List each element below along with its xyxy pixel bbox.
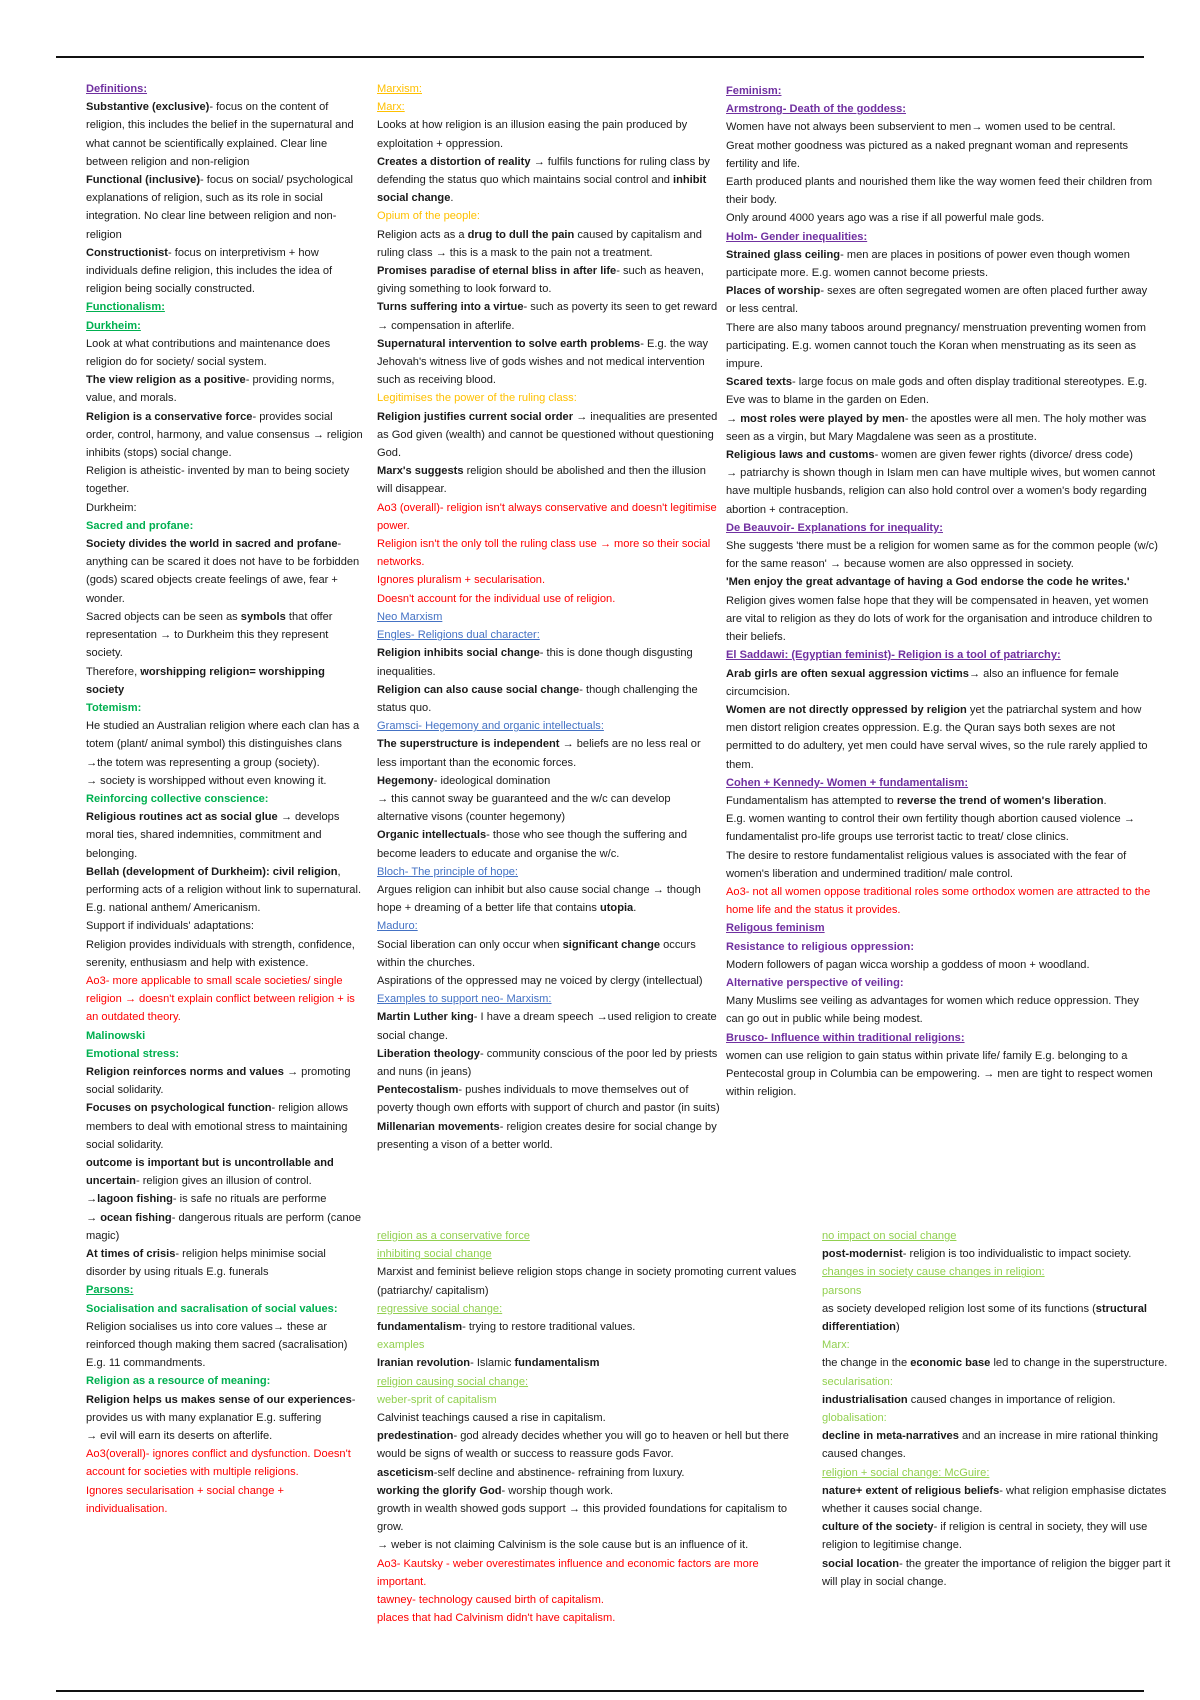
note-line: → society is worshipped without even knowing it. (86, 774, 327, 787)
heading-line: no impact on social change (822, 1230, 957, 1242)
note-line: Pentecostalism- pushes individuals to move themselves out of poverty though own efforts with support of church and pastor (in suits) (377, 1084, 720, 1115)
top-rule (56, 56, 1144, 58)
heading-line: Definitions: (86, 83, 148, 95)
heading-line: changes in society cause changes in religion: (822, 1266, 1045, 1279)
note-line: post-modernist- religion is too individualistic to impact society. (822, 1248, 1132, 1261)
heading-line: De Beauvoir- Explanations for inequality: (726, 521, 943, 534)
heading-line: Socialisation and sacralisation of social values: (86, 1302, 338, 1315)
note-line: At times of crisis- religion helps minimise social disorder by using rituals E.g. funerals (86, 1248, 326, 1279)
note-line: social location- the greater the importance of religion the bigger part it will play in social change. (822, 1557, 1171, 1588)
note-line: Marxist and feminist believe religion stops change in society promoting current values (patriarchy/ capitalism) (377, 1266, 797, 1297)
heading-line: Examples to support neo- Marxism: (377, 993, 552, 1006)
heading-line: Ao3- more applicable to small scale societies/ single religion → doesn't explain conflict between religion + is an outdated theory. (86, 974, 355, 1024)
heading-line: Neo Marxism (377, 610, 443, 623)
heading-line: Opium of the people: (377, 210, 480, 223)
heading-line: globalisation: (822, 1412, 887, 1425)
note-line: The superstructure is independent → beliefs are no less real or less important than the economic forces. (377, 738, 701, 769)
heading-line: weber-sprit of capitalism (377, 1393, 497, 1406)
heading-line: Marx: (822, 1339, 850, 1352)
note-line: Religion gives women false hope that they will be compensated in heaven, yet women are vital to religion as they do lots of work for the organisation and introduce children to their beliefs. (726, 594, 1153, 644)
note-line: Turns suffering into a virtue- such as poverty its seen to get reward → compensation in afterlife. (377, 301, 718, 332)
heading-line: Religion as a resource of meaning: (86, 1375, 271, 1388)
heading-line: Malinowski (86, 1029, 146, 1042)
heading-line: religion as a conservative force (377, 1230, 530, 1242)
note-line: The desire to restore fundamentalist religious values is associated with the fear of women's liberation and undermined tradition/ male control. (726, 849, 1127, 880)
heading-line: Alternative perspective of veiling: (726, 976, 904, 989)
note-line: Argues religion can inhibit but also cause social change → though hope + dreaming of a better life that contains utopia. (377, 883, 701, 915)
heading-line: Totemism: (86, 701, 142, 714)
heading-line: Ignores secularisation + social change + individualisation. (86, 1484, 284, 1515)
note-line: Social liberation can only occur when significant change occurs within the churches. (377, 938, 696, 969)
heading-line: Ao3- Kautsky - weber overestimates influence and economic factors are more important. (377, 1557, 759, 1588)
note-line: Constructionist- focus on interpretivism + how individuals define religion, this includes the idea of religion being socially constructed. (86, 246, 333, 296)
heading-line: Holm- Gender inequalities: (726, 230, 868, 243)
note-line: → patriarchy is shown though in Islam men can have multiple wives, but women cannot have multiple husbands, religion can also hold control over a women's body regarding abortion + contraception. (726, 467, 1156, 516)
note-line: Aspirations of the oppressed may ne voiced by clergy (intellectual) (377, 974, 703, 987)
heading-line: Emotional stress: (86, 1047, 180, 1060)
note-line: Organic intellectuals- those who see though the suffering and become leaders to educate and organise the w/c. (377, 829, 687, 860)
column-changes-in-religion (822, 1227, 1182, 1591)
note-line: Substantive (exclusive)- focus on the content of religion, this includes the belief in the supernatural and what cannot be scientifically explained. Clear line between religion and non-religion (86, 101, 354, 168)
note-line: There are also many taboos around pregnancy/ menstruation preventing women from participating. E.g. women cannot touch the Koran when menstruating as its seen as impure. (726, 321, 1146, 371)
note-line: Martin Luther king- I have a dream speech →used religion to create social change. (377, 1011, 717, 1042)
heading-line: inhibiting social change (377, 1248, 492, 1261)
note-line: Women are not directly oppressed by religion yet the patriarchal system and how men distort religion creates oppression. E.g. the Quran says both sexes are not permitted to do adultery, yet men could have serval wives, so the rule rarely applied to them. (726, 703, 1148, 771)
note-line: Creates a distortion of reality → fulfils functions for ruling class by defending the status quo which maintains social control and inhibit social change. (377, 155, 710, 205)
note-line: Religious laws and customs- women are given fewer rights (divorce/ dress code) (726, 449, 1133, 462)
note-line: Calvinist teachings caused a rise in capitalism. (377, 1412, 606, 1425)
column-feminism (726, 82, 1158, 1101)
note-line: Therefore, worshipping religion= worshipping society (86, 665, 325, 696)
note-line: → weber is not claiming Calvinism is the sole cause but is an influence of it. (377, 1539, 749, 1552)
heading-line: Engles- Religions dual character: (377, 629, 540, 642)
note-line: → evil will earn its deserts on afterlife. (86, 1430, 273, 1443)
note-line: Fundamentalism has attempted to reverse the trend of women's liberation. (726, 794, 1107, 807)
note-line: working the glorify God- worship though work. (377, 1484, 614, 1497)
note-line: culture of the society- if religion is central in society, they will use religion to legitimise change. (822, 1521, 1148, 1552)
note-line: Religion can also cause social change- though challenging the status quo. (377, 683, 698, 714)
note-line: Support if individuals' adaptations: (86, 920, 255, 933)
note-line: Great mother goodness was pictured as a naked pregnant woman and represents fertility and life. (726, 139, 1129, 170)
note-line: fundamentalism- trying to restore traditional values. (377, 1321, 636, 1334)
note-line: Religion helps us makes sense of our experiences- provides us with many explanatior E.g. suffering (86, 1393, 356, 1424)
heading-line: Marx: (377, 101, 405, 114)
note-line: Hegemony- ideological domination (377, 774, 551, 787)
note-line: Scared texts- large focus on male gods and often display traditional stereotypes. E.g. Eve was to blame in the garden on Eden. (726, 376, 1148, 407)
note-line: Religion is a conservative force- provides social order, control, harmony, and value consensus → religion inhibits (stops) social change. (86, 410, 363, 460)
heading-line: religion + social change: McGuire: (822, 1466, 990, 1479)
note-line: Religion reinforces norms and values → promoting social solidarity. (86, 1065, 351, 1097)
note-line: →lagoon fishing- is safe no rituals are performe (86, 1193, 327, 1206)
heading-line: examples (377, 1339, 425, 1352)
heading-line: places that had Calvinism didn't have capitalism. (377, 1612, 616, 1625)
heading-line: Durkheim: (86, 319, 141, 332)
heading-line: Bloch- The principle of hope: (377, 865, 519, 878)
heading-line: Doesn't account for the individual use of religion. (377, 592, 616, 605)
note-line: The view religion as a positive- providing norms, value, and morals. (86, 374, 335, 405)
column-definitions-functionalism (86, 80, 364, 1518)
note-line: Marx's suggests religion should be abolished and then the illusion will disappear. (377, 465, 706, 496)
note-line: nature+ extent of religious beliefs- what religion emphasise dictates whether it causes social change. (822, 1484, 1167, 1516)
heading-line: Religion isn't the only toll the ruling class use → more so their social networks. (377, 538, 711, 569)
note-line: Looks at how religion is an illusion easing the pain produced by exploitation + oppression. (377, 119, 688, 150)
note-line: predestination- god already decides whether you will go to heaven or hell but there would be signs of wealth or success to reassure gods Favor. (377, 1430, 789, 1461)
note-line: He studied an Australian religion where each clan has a totem (plant/ animal symbol) this distinguishes clans →the totem was representing a group (society). (86, 720, 360, 769)
heading-line: Brusco- Influence within traditional religions: (726, 1031, 965, 1044)
heading-line: El Saddawi: (Egyptian feminist)- Religion is a tool of patriarchy: (726, 649, 1061, 662)
note-line: Millenarian movements- religion creates desire for social change by presenting a vison of a better world. (377, 1120, 717, 1151)
note-line: growth in wealth showed gods support → this provided foundations for capitalism to grow. (377, 1503, 788, 1534)
column-religion-social-change (377, 1227, 811, 1627)
heading-line: parsons (822, 1284, 862, 1297)
heading-line: Ao3(overall)- ignores conflict and dysfunction. Doesn't account for societies with multiple religions. (86, 1448, 351, 1479)
note-line: → most roles were played by men- the apostles were all men. The holy mother was seen as a virgin, but Mary Magdalene was seen as a prostitute. (726, 412, 1147, 443)
heading-line: Resistance to religious oppression: (726, 940, 915, 953)
note-line: the change in the economic base led to change in the superstructure. (822, 1357, 1168, 1370)
note-line: 'Men enjoy the great advantage of having a God endorse the code he writes.' (726, 576, 1130, 589)
heading-line: Sacred and profane: (86, 519, 194, 532)
note-line: Focuses on psychological function- religion allows members to deal with emotional stress to maintaining social solidarity. (86, 1102, 349, 1151)
note-line: She suggests 'there must be a religion for women same as for the common people (w/c) for the same reason' → because women are also oppressed in society. (726, 540, 1158, 571)
note-line: Supernatural intervention to solve earth problems- E.g. the way Jehovah's witness live of gods wishes and not medical intervention such as receiving blood. (377, 337, 709, 387)
note-line: Durkheim: (86, 501, 137, 514)
heading-line: Legitimises the power of the ruling class: (377, 392, 577, 405)
heading-line: regressive social change: (377, 1302, 503, 1315)
note-line: → this cannot sway be guaranteed and the w/c can develop alternative visons (counter hegemony) (377, 792, 671, 824)
heading-line: Marxism: (377, 83, 422, 95)
heading-line: Functionalism: (86, 301, 165, 314)
heading-line: Feminism: (726, 85, 782, 97)
note-line: women can use religion to gain status within private life/ family E.g. belonging to a Pentecostal group in Columbia can be empowering. → men are tight to respect women within religion. (726, 1049, 1153, 1099)
note-line: Liberation theology- community conscious of the poor led by priests and nuns (in jeans) (377, 1047, 718, 1078)
note-line: outcome is important but is uncontrollable and uncertain- religion gives an illusion of control. (86, 1156, 334, 1188)
note-line: Religious routines act as social glue → develops moral ties, shared indemnities, commitment and belonging. (86, 811, 340, 860)
note-line: Promises paradise of eternal bliss in after life- such as heaven, giving something to look forward to. (377, 265, 704, 296)
heading-line: Cohen + Kennedy- Women + fundamentalism: (726, 776, 969, 789)
heading-line: Gramsci- Hegemony and organic intellectuals: (377, 720, 604, 733)
note-line: industrialisation caused changes in importance of religion. (822, 1393, 1116, 1406)
note-line: Only around 4000 years ago was a rise if all powerful male gods. (726, 212, 1045, 225)
note-line: Bellah (development of Durkheim): civil religion, performing acts of a religion without link to supernatural. E.g. national anthem/ Americanism. (86, 865, 362, 915)
note-line: asceticism-self decline and abstinence- refraining from luxury. (377, 1466, 685, 1479)
heading-line: Ao3- not all women oppose traditional roles some orthodox women are attracted to the home life and the status it provides. (726, 885, 1151, 917)
heading-line: Armstrong- Death of the goddess: (726, 103, 906, 116)
note-line: Religion acts as a drug to dull the pain caused by capitalism and ruling class → this is a mask to the pain not a treatment. (377, 228, 702, 259)
note-line: Look at what contributions and maintenance does religion do for society/ social system. (86, 337, 331, 369)
note-line: Religion inhibits social change- this is done though disgusting inequalities. (377, 647, 693, 678)
note-line: decline in meta-narratives and an increase in mire rational thinking caused changes. (822, 1430, 1159, 1461)
note-line: → ocean fishing- dangerous rituals are perform (canoe magic) (86, 1211, 362, 1242)
heading-line: tawney- technology caused birth of capitalism. (377, 1594, 604, 1607)
note-line: Earth produced plants and nourished them like the way women feed their children from their body. (726, 176, 1153, 207)
heading-line: Reinforcing collective conscience: (86, 792, 269, 805)
heading-line: Maduro: (377, 920, 418, 933)
heading-line: Religous feminism (726, 922, 825, 935)
note-line: Religion is atheistic- invented by man to being society together. (86, 465, 350, 496)
note-line: Iranian revolution- Islamic fundamentalism (377, 1357, 600, 1370)
note-line: Functional (inclusive)- focus on social/ psychological explanations of religion, such as its role in social integration. No clear line between religion and non-religion (86, 174, 353, 241)
note-line: Modern followers of pagan wicca worship a goddess of moon + woodland. (726, 958, 1090, 971)
note-line: as society developed religion lost some of its functions (structural differentiation) (822, 1302, 1147, 1334)
heading-line: Ao3 (overall)- religion isn't always conservative and doesn't legitimise power. (377, 501, 717, 532)
bottom-rule (56, 1690, 1144, 1692)
note-line: Religion justifies current social order → inequalities are presented as God given (wealth) and cannot be questioned without questioning God. (377, 410, 718, 460)
note-line: Strained glass ceiling- men are places in positions of power even though women participate more. E.g. women cannot become priests. (726, 248, 1130, 280)
heading-line: Parsons: (86, 1284, 134, 1297)
note-line: Arab girls are often sexual aggression victims→ also an influence for female circumcision. (726, 667, 1119, 698)
note-line: Religion socialises us into core values→ these ar reinforced though making them sacred (sacralisation) E.g. 11 commandments. (86, 1320, 348, 1370)
note-line: Religion provides individuals with strength, confidence, serenity, enthusiasm and help with existence. (86, 938, 355, 969)
heading-line: Ignores pluralism + secularisation. (377, 574, 546, 587)
note-line: Women have not always been subservient to men→ women used to be central. (726, 121, 1116, 134)
note-line: E.g. women wanting to control their own fertility though abortion caused violence → fundamentalist pro-life groups use terrorist tactic to treat/ close clinics. (726, 813, 1135, 844)
note-line: Society divides the world in sacred and profane- anything can be scared it does not have to be forbidden (gods) scared objects create feelings of awe, fear + wonder. (86, 538, 360, 605)
note-line: Many Muslims see veiling as advantages for women which reduce oppression. They can go out in public while being modest. (726, 995, 1139, 1026)
heading-line: religion causing social change: (377, 1375, 529, 1388)
heading-line: secularisation: (822, 1375, 893, 1388)
column-marxism (377, 80, 722, 1154)
note-line: Places of worship- sexes are often segregated women are often placed further away or less central. (726, 285, 1148, 316)
note-line: Sacred objects can be seen as symbols that offer representation → to Durkheim this they represent society. (86, 610, 333, 660)
